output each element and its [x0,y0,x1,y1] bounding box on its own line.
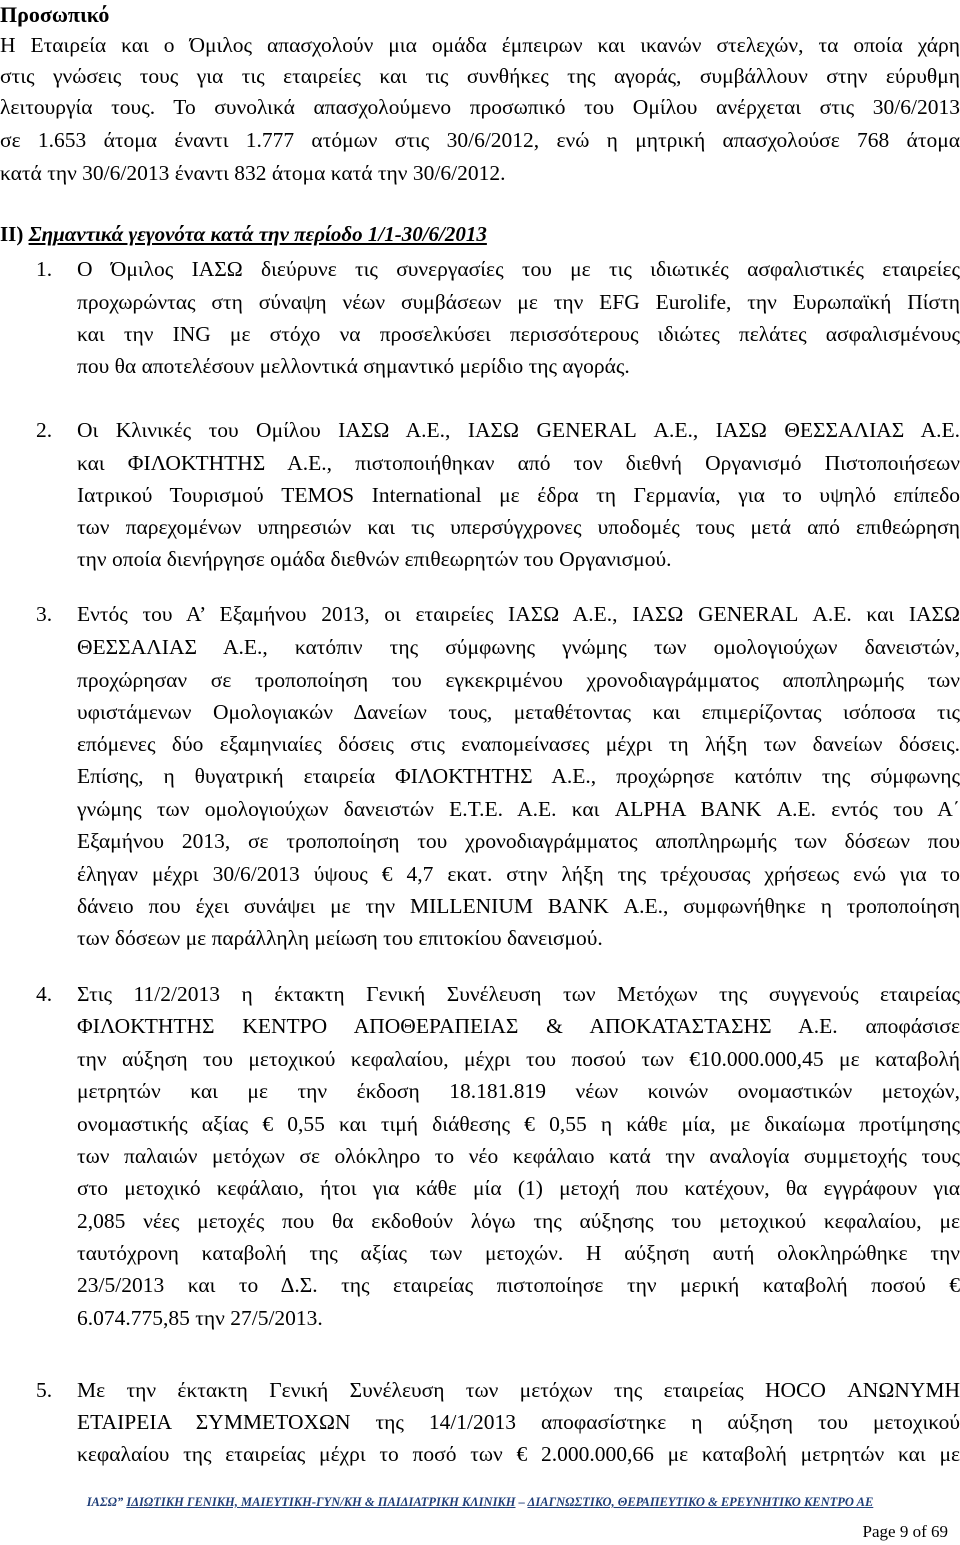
list-item-line: που θα αποτελέσουν μελλοντικά σημαντικό μερίδιο της αγοράς. [77,354,630,378]
list-item-line: ΘΕΣΣΑΛΙΑΣ Α.Ε., κατόπιν της σύμφωνης γνώμης των ομολογιούχων δανειστών, [77,635,960,659]
section-title: Προσωπικό [0,2,110,27]
list-item-line: ονομαστικής αξίας € 0,55 και τιμή διάθεσης € 0,55 η κάθε μία, με δικαίωμα προτίμησης [77,1112,960,1136]
list-item-line: υφιστάμενων Ομολογιακών Δανείων τους, μεταθέτοντας και επιμερίζοντας ισόποσα τις [77,700,960,724]
events-heading-prefix: ΙΙ) [0,222,29,246]
paragraph-line: κατά την 30/6/2013 έναντι 832 άτομα κατά την 30/6/2012. [0,161,506,185]
list-number: 4. [36,982,53,1006]
list-item-line: των παρεχομένων υπηρεσιών και τις υπερσύγχρονες υποδομές τους μετά από επιθεώρηση [77,515,960,539]
list-item-line: ταυτόχρονη καταβολή της αξίας των μετοχών. Η αύξηση αυτή ολοκληρώθηκε την [77,1241,960,1265]
list-item-line: κεφαλαίου της εταιρείας μέχρι το ποσό των € 2.000.000,66 με καταβολή μετρητών και με [77,1442,960,1466]
list-item-line: γνώμης των ομολογιούχων δανειστών Ε.Τ.Ε. Α.Ε. και ALPHA BANK Α.Ε. εντός του Α΄ [77,797,960,821]
footer-part: ΙΔΙΩΤΙΚΗ ΓΕΝΙΚΗ, ΜΑΙΕΥΤΙΚΗ-ΓΥΝ/ΚΗ & ΠΑΙΔΙΑΤΡΙΚΗ ΚΛΙΝΙΚΗ [126,1495,516,1509]
footer-part: ΔΙΑΓΝΩΣΤΙΚΟ, ΘΕΡΑΠΕΥΤΙΚΟ & ΕΡΕΥΝΗΤΙΚΟ ΚΕΝΤΡΟ ΑΕ [527,1495,874,1509]
list-item-line: την οποία διενήργησε ομάδα διεθνών επιθεωρητών του Οργανισμού. [77,547,672,571]
list-item-line: και ΦΙΛΟΚΤΗΤΗΣ Α.Ε., πιστοποιήθηκαν από τον διεθνή Οργανισμό Πιστοποιήσεων [77,451,960,475]
list-item-line: ΕΤΑΙΡΕΙΑ ΣΥΜΜΕΤΟΧΩΝ της 14/1/2013 αποφασίστηκε η αύξηση του μετοχικού [77,1410,960,1434]
footer-part: ΙΑΣΩ” [86,1495,127,1509]
list-item-line: μετρητών και με την έκδοση 18.181.819 νέων κοινών ονομαστικών μετοχών, [77,1079,960,1103]
paragraph-line: Η Εταιρεία και ο Όμιλος απασχολούν μια ομάδα έμπειρων και ικανών στελεχών, τα οποία χάρη [0,33,960,57]
list-item-line: την αύξηση του μετοχικού κεφαλαίου, μέχρι του ποσού των €10.000.000,45 με καταβολή [77,1047,960,1071]
list-item-line: ΦΙΛΟΚΤΗΤΗΣ ΚΕΝΤΡΟ ΑΠΟΘΕΡΑΠΕΙΑΣ & ΑΠΟΚΑΤΑΣΤΑΣΗΣ Α.Ε. αποφάσισε [77,1014,960,1038]
list-item-line: Ιατρικού Τουρισμού TEMOS International με έδρα τη Γερμανία, για το υψηλό επίπεδο [77,483,960,507]
paragraph-line: στις γνώσεις τους για τις εταιρείες και τις συνθήκες της αγοράς, συμβάλλουν στην εύρυθμη [0,64,960,88]
list-item-line: Ο Όμιλος ΙΑΣΩ διεύρυνε τις συνεργασίες του με τις ιδιωτικές ασφαλιστικές εταιρείες [77,257,960,281]
list-item-line: δάνειο που έχει συνάψει με την MILLENIUM BANK Α.Ε., συμφωνήθηκε η τροποποίηση [77,894,960,918]
list-item-line: έληγαν μέχρι 30/6/2013 ύψους € 4,7 εκατ. στην λήξη της τρέχουσας χρήσεως ενώ για το [77,862,960,886]
list-item-line: Στις 11/2/2013 η έκτακτη Γενική Συνέλευση των Μετόχων της συγγενούς εταιρείας [77,982,960,1006]
list-item-line: προχώρησαν σε τροποποίηση του εγκεκριμένου χρονοδιαγράμματος αποπληρωμής των [77,668,960,692]
list-number: 1. [36,257,53,281]
list-number: 3. [36,602,53,626]
paragraph-line: σε 1.653 άτομα έναντι 1.777 ατόμων στις 30/6/2012, ενώ η μητρική απασχολούσε 768 άτομα [0,128,960,152]
footer-part: – [515,1495,528,1509]
list-item-line: 2,085 νέες μετοχές που θα εκδοθούν λόγω της αύξησης του μετοχικού κεφαλαίου, με [77,1209,960,1233]
list-item-line: προχωρώντας στη σύναψη νέων συμβάσεων με την EFG Eurolife, την Ευρωπαϊκή Πίστη [77,290,960,314]
list-item-line: και την ING με στόχο να προσελκύσει περισσότερους ιδιώτες πελάτες ασφαλισμένους [77,322,960,346]
list-item-line: των παλαιών μετόχων σε ολόκληρο το νέο κεφάλαιο κατά την αναλογία συμμετοχής τους [77,1144,960,1168]
list-item-line: επόμενες δύο εξαμηνιαίες δόσεις στις εναπομείνασες μέχρι τη λήξη των δανείων δόσεις. [77,732,960,756]
list-item-line: στο μετοχικό κεφάλαιο, ήτοι για κάθε μία (1) μετοχή που κατέχουν, θα εγγράφουν για [77,1176,960,1200]
list-item-line: Οι Κλινικές του Ομίλου ΙΑΣΩ Α.Ε., ΙΑΣΩ GENERAL Α.Ε., ΙΑΣΩ ΘΕΣΣΑΛΙΑΣ Α.Ε. [77,418,960,442]
list-item-line: Επίσης, η θυγατρική εταιρεία ΦΙΛΟΚΤΗΤΗΣ Α.Ε., προχώρησε κατόπιν της σύμφωνης [77,764,960,788]
list-item-line: Εξαμήνου 2013, σε τροποποίηση του χρονοδιαγράμματος αποπληρωμής των δόσεων που [77,829,960,853]
list-number: 2. [36,418,53,442]
list-item-line: Με την έκτακτη Γενική Συνέλευση των μετόχων της εταιρείας HOCO ΑΝΩΝΥΜΗ [77,1378,960,1402]
list-item-line: 23/5/2013 και το Δ.Σ. της εταιρείας πιστοποίησε την μερική καταβολή ποσού € [77,1273,960,1297]
page-footer [0,1495,960,1510]
list-item-line: Εντός του Α’ Εξαμήνου 2013, οι εταιρείες ΙΑΣΩ Α.Ε., ΙΑΣΩ GENERAL Α.Ε. και ΙΑΣΩ [77,602,960,626]
events-heading [0,221,487,247]
list-item-line: των δόσεων με παράλληλη μείωση του επιτοκίου δανεισμού. [77,926,603,950]
list-number: 5. [36,1378,53,1402]
list-item-line: 6.074.775,85 την 27/5/2013. [77,1306,323,1330]
page-number: Page 9 of 69 [862,1522,948,1541]
events-heading-text: Σημαντικά γεγονότα κατά την περίοδο 1/1-30/6/2013 [28,222,487,246]
paragraph-line: λειτουργία τους. Το συνολικά απασχολούμενο προσωπικό του Ομίλου ανέρχεται στις 30/6/2013 [0,95,960,119]
